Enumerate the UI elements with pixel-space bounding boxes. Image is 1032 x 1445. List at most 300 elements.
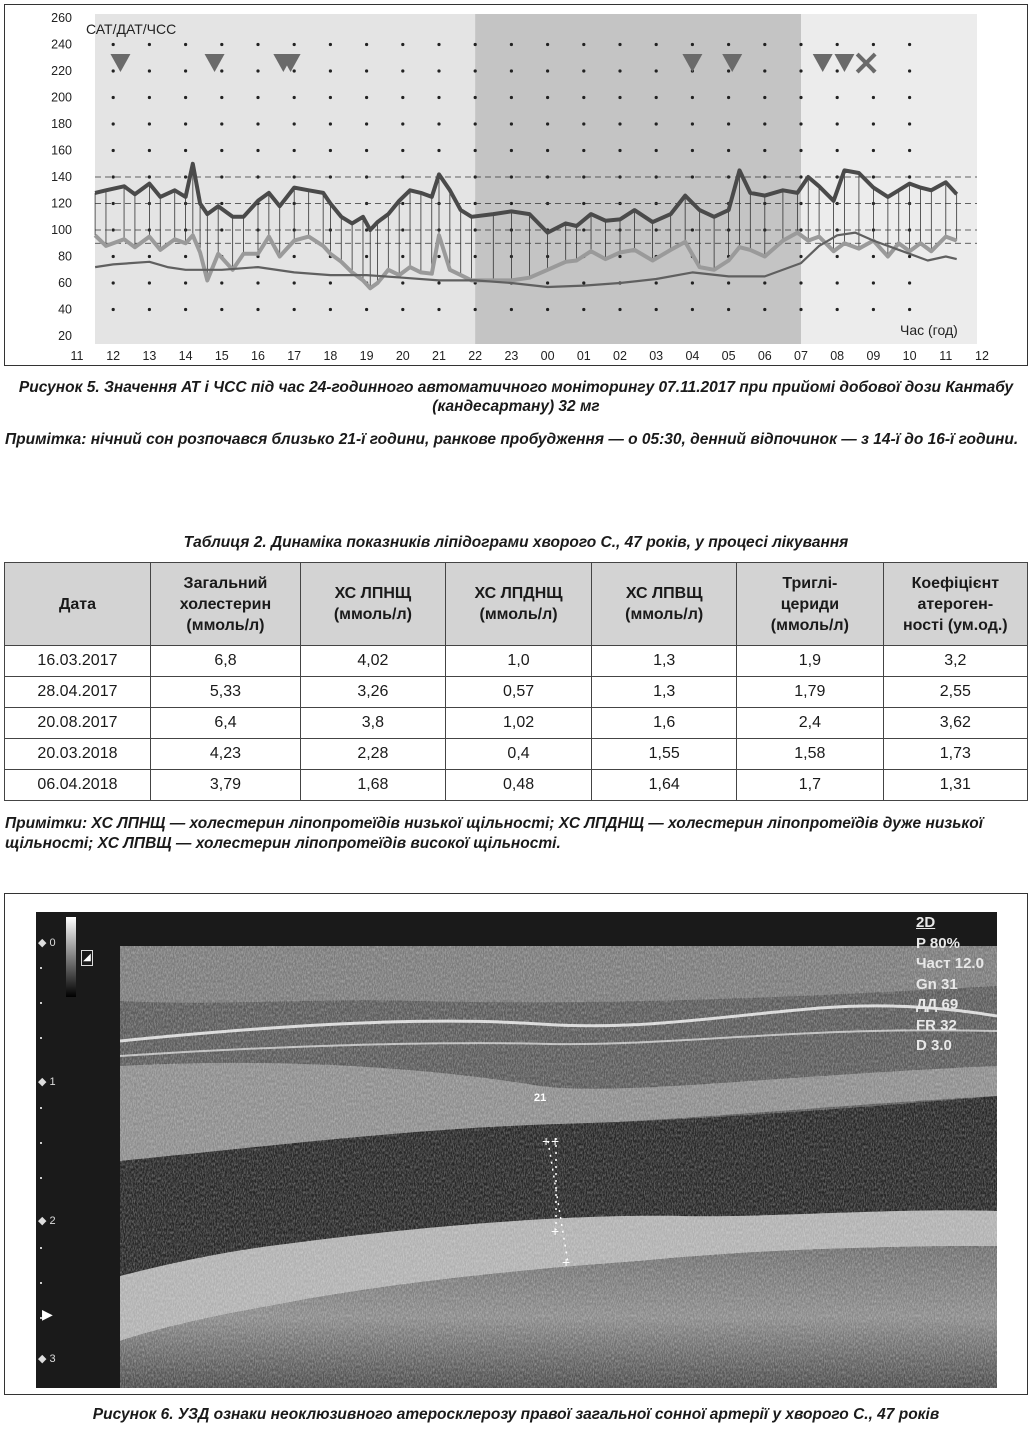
ultrasound-screen (36, 912, 997, 1388)
probe-marker-icon: ◢ (81, 950, 93, 966)
x-tick-label: 01 (576, 349, 591, 363)
grid-dot (112, 175, 115, 178)
grid-dot (691, 122, 694, 125)
us-info-line: P 80% (916, 934, 960, 952)
column-header-line: ХС ЛПВЩ (625, 585, 703, 602)
grid-dot (148, 281, 151, 284)
grid-dot (184, 255, 187, 258)
grid-dot (618, 122, 621, 125)
grid-dot (256, 96, 259, 99)
grid-dot (582, 175, 585, 178)
y-tick-label: 20 (58, 329, 72, 343)
grid-dot (437, 122, 440, 125)
grid-dot (510, 69, 513, 72)
grid-dot (908, 281, 911, 284)
depth-tick (40, 1142, 42, 1144)
table-cell: 4,23 (150, 739, 300, 770)
measurement-label: 21 (534, 1092, 547, 1104)
grid-dot (437, 255, 440, 258)
x-tick-label: 10 (902, 349, 917, 363)
table-cell: 1,79 (737, 677, 884, 708)
grid-dot (184, 122, 187, 125)
grid-dot (872, 96, 875, 99)
grid-dot (148, 43, 151, 46)
grid-dot (872, 43, 875, 46)
grid-dot (365, 43, 368, 46)
grid-dot (799, 255, 802, 258)
grid-dot (112, 96, 115, 99)
ultrasound-image (120, 946, 997, 1388)
grid-dot (691, 228, 694, 231)
grid-dot (546, 43, 549, 46)
column-header-line: атероген- (917, 595, 994, 613)
grid-dot (655, 281, 658, 284)
table-row (5, 677, 1028, 708)
column-header (150, 563, 300, 646)
grid-dot (437, 69, 440, 72)
y-tick-label: 80 (58, 249, 72, 264)
us-info-line: Част 12.0 (916, 955, 984, 972)
grid-dot (184, 96, 187, 99)
depth-tick (40, 1282, 42, 1284)
y-tick-label: 200 (51, 90, 72, 105)
grid-dot (112, 228, 115, 231)
table-cell: 3,8 (301, 708, 446, 739)
grid-dot (763, 43, 766, 46)
grid-dot (329, 281, 332, 284)
grid-dot (763, 96, 766, 99)
grid-dot (401, 202, 404, 205)
x-tick-label: 04 (685, 349, 700, 363)
grid-dot (220, 308, 223, 311)
figure-5-note: Примітка: нічний сон розпочався близько 21-ї години, ранкове пробудження — о 05:30, денний відпочинок — з 14-ї до 16-ї години. (5, 431, 1019, 448)
x-tick-label: 07 (794, 349, 808, 363)
us-info-line: Gn 31 (916, 975, 958, 993)
grid-dot (184, 69, 187, 72)
y-tick-label: 120 (51, 196, 72, 211)
lipid-table (4, 562, 1028, 801)
table-cell: 28.04.2017 (5, 677, 151, 708)
grid-dot (474, 43, 477, 46)
depth-scale-label: ◆ 1 (38, 1076, 56, 1088)
x-tick-label: 08 (830, 349, 845, 363)
svg-text:+: + (551, 1223, 560, 1239)
grid-dot (618, 43, 621, 46)
grid-dot (727, 43, 730, 46)
table-cell: 16.03.2017 (5, 646, 151, 677)
grid-dot (763, 149, 766, 152)
depth-scale-label: ◆ 0 (38, 937, 56, 949)
grid-dot (582, 202, 585, 205)
table-row (5, 770, 1028, 801)
y-tick-label: 100 (51, 223, 72, 237)
grid-dot (437, 43, 440, 46)
table-cell: 06.04.2018 (5, 770, 151, 801)
grid-dot (546, 122, 549, 125)
grid-dot (365, 255, 368, 258)
grid-dot (148, 308, 151, 311)
grid-dot (437, 96, 440, 99)
figure-6-caption: Рисунок 6. УЗД ознаки неоклюзивного атеросклерозу правої загальної сонної артерії у хворого С., 47 років (92, 1406, 940, 1423)
focus-marker-icon: ▶ (42, 1306, 53, 1322)
grid-dot (401, 228, 404, 231)
x-tick-label: 18 (323, 349, 338, 363)
grid-dot (691, 43, 694, 46)
x-tick-label: 13 (142, 349, 157, 363)
grid-dot (908, 122, 911, 125)
grid-dot (582, 43, 585, 46)
grid-dot (365, 149, 368, 152)
grid-dot (727, 96, 730, 99)
grid-dot (727, 69, 730, 72)
depth-tick (40, 1177, 42, 1179)
table-cell: 20.08.2017 (5, 708, 151, 739)
grid-dot (256, 122, 259, 125)
grid-dot (401, 281, 404, 284)
column-header-line: холестерин (179, 595, 272, 613)
column-header-line: (ммоль/л) (333, 606, 412, 623)
grid-dot (474, 69, 477, 72)
us-info-line: ДД 69 (916, 996, 959, 1013)
grid-dot (437, 308, 440, 311)
grid-dot (329, 96, 332, 99)
grid-dot (329, 122, 332, 125)
column-header-line: (ммоль/л) (625, 606, 704, 623)
grid-dot (799, 96, 802, 99)
grid-dot (112, 69, 115, 72)
depth-tick (40, 1002, 42, 1004)
grid-dot (546, 281, 549, 284)
y-tick-label: 260 (51, 11, 72, 25)
x-tick-label: 11 (70, 349, 84, 363)
grid-dot (184, 43, 187, 46)
grid-dot (148, 96, 151, 99)
column-header-line: ХС ЛПНЩ (334, 585, 412, 602)
column-header-line: (ммоль/л) (479, 606, 558, 623)
y-tick-label: 60 (58, 276, 72, 290)
grid-dot (799, 122, 802, 125)
x-tick-label: 17 (287, 349, 302, 363)
grid-dot (293, 281, 296, 284)
grid-dot (727, 149, 730, 152)
depth-scale-label: ◆ 3 (38, 1353, 56, 1365)
table-cell: 6,8 (150, 646, 300, 677)
grid-dot (799, 69, 802, 72)
column-header-line: цериди (780, 595, 840, 613)
grid-dot (799, 281, 802, 284)
x-tick-label: 22 (468, 349, 483, 363)
grid-dot (655, 43, 658, 46)
us-info-line: 2D (916, 914, 936, 931)
column-header-line: Коефіцієнт (911, 574, 1000, 592)
svg-text:+: + (551, 1133, 560, 1149)
grid-dot (365, 69, 368, 72)
y-tick-label: 160 (51, 143, 72, 158)
table-cell: 4,02 (301, 646, 446, 677)
grid-dot (256, 43, 259, 46)
grid-dot (474, 96, 477, 99)
grid-dot (727, 308, 730, 311)
grid-dot (220, 281, 223, 284)
grid-dot (582, 281, 585, 284)
grid-dot (836, 149, 839, 152)
grid-dot (293, 96, 296, 99)
x-tick-label: 02 (613, 349, 627, 363)
grid-dot (691, 281, 694, 284)
table-cell: 20.03.2018 (5, 739, 151, 770)
table-cell: 1,02 (445, 708, 592, 739)
grid-dot (655, 96, 658, 99)
column-header (883, 563, 1027, 646)
grid-dot (618, 149, 621, 152)
grid-dot (727, 122, 730, 125)
x-tick-label: 21 (432, 349, 446, 363)
grid-dot (112, 149, 115, 152)
table-cell: 1,64 (592, 770, 737, 801)
table-cell: 0,57 (445, 677, 592, 708)
column-header (737, 563, 884, 646)
table-2-caption: Таблиця 2. Динаміка показників ліпідограми хворого С., 47 років, у процесі лікування (183, 534, 849, 551)
grid-dot (655, 308, 658, 311)
grid-dot (510, 43, 513, 46)
grid-dot (763, 69, 766, 72)
grid-dot (582, 69, 585, 72)
table-cell: 5,33 (150, 677, 300, 708)
svg-text:+: + (542, 1133, 551, 1149)
grid-dot (763, 122, 766, 125)
grid-dot (112, 43, 115, 46)
column-header-line: Триглі- (782, 574, 838, 592)
grid-dot (546, 149, 549, 152)
grid-dot (474, 122, 477, 125)
grid-dot (112, 122, 115, 125)
x-tick-label: 00 (540, 349, 555, 363)
table-row (5, 646, 1028, 677)
grid-dot (256, 149, 259, 152)
grid-dot (799, 43, 802, 46)
table-body (5, 646, 1028, 801)
table-cell: 2,28 (301, 739, 446, 770)
grid-dot (872, 308, 875, 311)
grid-dot (293, 122, 296, 125)
column-header (5, 563, 151, 646)
y-tick-label: 220 (51, 64, 72, 78)
figure-5 (0, 0, 1032, 372)
y-tick-label: 140 (51, 170, 72, 184)
grid-dot (872, 281, 875, 284)
table-cell: 1,3 (592, 646, 737, 677)
grid-dot (401, 43, 404, 46)
grid-dot (329, 308, 332, 311)
x-tick-label: 14 (178, 349, 193, 363)
table-cell: 2,55 (883, 677, 1027, 708)
table-cell: 2,4 (737, 708, 884, 739)
grid-dot (401, 69, 404, 72)
x-tick-label: 12 (106, 349, 121, 363)
grid-dot (220, 122, 223, 125)
x-tick-label: 20 (395, 349, 410, 363)
figure-5-caption: Рисунок 5. Значення АТ і ЧСС під час 24-годинного автоматичного моніторингу 07.11.2017 при прийомі добової дози Кантабу (кандесартану) 32 мг (18, 379, 1014, 415)
grid-dot (112, 255, 115, 258)
grid-dot (763, 308, 766, 311)
grid-dot (365, 308, 368, 311)
grid-dot (908, 69, 911, 72)
grid-dot (836, 69, 839, 72)
grid-dot (401, 122, 404, 125)
table-row (5, 708, 1028, 739)
table-cell: 1,0 (445, 646, 592, 677)
grid-dot (401, 96, 404, 99)
grid-dot (148, 149, 151, 152)
x-tick-label: 23 (504, 349, 519, 363)
grid-dot (329, 43, 332, 46)
grid-dot (148, 122, 151, 125)
grid-dot (691, 96, 694, 99)
x-tick-label: 03 (649, 349, 664, 363)
x-axis-label: Час (год) (900, 322, 958, 338)
grid-dot (510, 308, 513, 311)
table-row (5, 739, 1028, 770)
grid-dot (618, 69, 621, 72)
table-cell: 1,55 (592, 739, 737, 770)
grid-dot (872, 255, 875, 258)
grid-dot (437, 149, 440, 152)
grid-dot (184, 149, 187, 152)
column-header (445, 563, 592, 646)
grid-dot (474, 308, 477, 311)
us-info-line: D 3.0 (916, 1037, 952, 1054)
table-header-row (5, 563, 1028, 646)
column-header (301, 563, 446, 646)
grid-dot (112, 202, 115, 205)
grid-dot (293, 69, 296, 72)
y-tick-label: 240 (51, 37, 72, 52)
grid-dot (872, 149, 875, 152)
x-tick-label: 06 (757, 349, 772, 363)
table-cell: 1,31 (883, 770, 1027, 801)
depth-tick (40, 1037, 42, 1039)
us-info-line: FR 32 (916, 1016, 957, 1034)
grid-dot (799, 149, 802, 152)
grid-dot (582, 228, 585, 231)
grid-dot (401, 255, 404, 258)
grid-dot (691, 308, 694, 311)
grid-dot (836, 96, 839, 99)
grid-dot (908, 43, 911, 46)
grid-dot (908, 96, 911, 99)
grid-dot (220, 96, 223, 99)
grid-dot (220, 69, 223, 72)
grid-dot (655, 149, 658, 152)
grid-dot (582, 149, 585, 152)
grid-dot (546, 69, 549, 72)
grid-dot (220, 43, 223, 46)
grid-dot (148, 255, 151, 258)
grid-dot (184, 281, 187, 284)
grid-dot (836, 281, 839, 284)
us-speckle (120, 946, 997, 1388)
grid-dot (401, 175, 404, 178)
grid-dot (582, 122, 585, 125)
column-header-line: (ммоль/л) (770, 616, 849, 634)
grid-dot (329, 149, 332, 152)
column-header (592, 563, 737, 646)
table-cell: 1,6 (592, 708, 737, 739)
grid-dot (655, 69, 658, 72)
grid-dot (618, 96, 621, 99)
column-header-line: Дата (58, 595, 96, 613)
x-tick-label: 09 (866, 349, 881, 363)
grid-dot (836, 122, 839, 125)
depth-tick (40, 967, 42, 969)
grid-dot (618, 255, 621, 258)
bp-hr-chart (0, 0, 1032, 372)
table-cell: 1,9 (737, 646, 884, 677)
grid-dot (437, 281, 440, 284)
grid-dot (293, 43, 296, 46)
grid-dot (546, 96, 549, 99)
x-tick-label: 16 (251, 349, 265, 363)
grid-dot (510, 122, 513, 125)
grid-dot (220, 149, 223, 152)
column-header-line: Загальний (183, 574, 268, 592)
y-tick-label: 40 (58, 302, 72, 317)
grid-dot (582, 308, 585, 311)
grid-dot (293, 308, 296, 311)
table-cell: 3,26 (301, 677, 446, 708)
grid-dot (401, 149, 404, 152)
table-cell: 0,4 (445, 739, 592, 770)
grid-dot (546, 308, 549, 311)
x-tick-label: 15 (214, 349, 229, 363)
x-tick-label: 05 (721, 349, 736, 363)
grid-dot (112, 308, 115, 311)
column-header-line: ності (ум.од.) (902, 616, 1008, 634)
grid-dot (691, 149, 694, 152)
grid-dot (618, 308, 621, 311)
grid-dot (293, 149, 296, 152)
table-cell: 0,48 (445, 770, 592, 801)
grid-dot (872, 175, 875, 178)
grid-dot (510, 149, 513, 152)
grid-dot (365, 96, 368, 99)
grid-dot (799, 308, 802, 311)
grid-dot (582, 96, 585, 99)
grid-dot (727, 281, 730, 284)
y-tick-label: 180 (51, 117, 72, 131)
depth-tick (40, 1247, 42, 1249)
column-header-line: (ммоль/л) (186, 616, 265, 634)
grid-dot (474, 149, 477, 152)
svg-text:+: + (562, 1254, 571, 1270)
table-2-note: Примітки: ХС ЛПНЩ — холестерин ліпопротеїдів низької щільності; ХС ЛПДНЩ — холестерин ліпопротеїдів дуже низької щільності; ХС ЛПВЩ — холестерин ліпопротеїдів високої щільності. (5, 815, 984, 852)
grid-dot (510, 96, 513, 99)
table-cell: 1,68 (301, 770, 446, 801)
table-cell: 3,2 (883, 646, 1027, 677)
table-cell: 1,3 (592, 677, 737, 708)
y-axis-label: САТ/ДАТ/ЧСС (86, 21, 177, 37)
x-tick-label: 19 (359, 349, 374, 363)
grid-dot (763, 281, 766, 284)
table-cell: 3,79 (150, 770, 300, 801)
grid-dot (293, 255, 296, 258)
table-cell: 6,4 (150, 708, 300, 739)
depth-scale-label: ◆ 2 (38, 1215, 56, 1227)
grid-dot (256, 281, 259, 284)
grid-dot (184, 308, 187, 311)
depth-tick (40, 1107, 42, 1109)
grid-dot (836, 43, 839, 46)
